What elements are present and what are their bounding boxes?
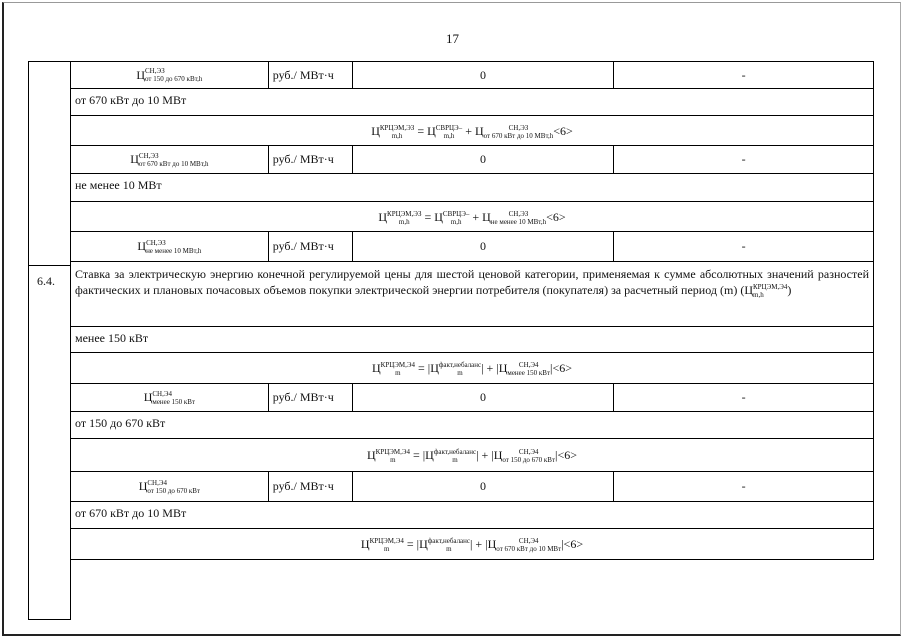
section-description: Ставка за электрическую энергию конечной регулируемой цены для шестой ценовой категории, применяемая к сумме абсолютных значений разностей фактических и плановых почасовых объемов покупки электрической энергии потребителя (покупателя) за расчетный период (m) (Ц КРЦЭМ,Э4 m,h ) [71,262,874,327]
dash-cell: - [741,479,746,493]
table-row [71,232,874,262]
page-number: 17 [446,31,459,46]
table-content [71,61,874,560]
symbol-cell: Ц СН,Э4 от 150 до 670 кВт [71,472,269,501]
units-cell: руб./ МВт·ч [269,472,353,501]
symbol-cell: Ц СН,Э4 менее 150 кВт [71,384,269,411]
units-cell: руб./ МВт·ч [269,146,353,173]
value-cell: 0 [353,384,615,411]
dash-cell: - [741,239,746,253]
range-label: от 670 кВт до 10 МВт [71,89,874,116]
units-cell: руб./ МВт·ч [269,232,353,261]
symbol-cell: Ц СН,ЭЗ от 150 до 670 кВт,h [71,62,269,88]
dash-cell: - [741,152,746,166]
formula-row: Ц КРЦЭМ,Э4 m = |Ц факт,небаланс m | + |Ц СН,Э4 от 150 до 670 кВт |<6> [71,439,874,472]
dash-cell: - [741,67,746,82]
table-row [71,472,874,502]
section-number: 6.4. [37,274,55,288]
table-row [71,61,874,89]
dash-cell: - [741,390,746,404]
range-label: не менее 10 МВт [71,174,874,202]
value-cell: 0 [353,232,615,261]
range-label: от 150 до 670 кВт [71,412,874,439]
units-cell: руб./ МВт·ч [269,384,353,411]
formula-row: Ц КРЦЭМ,Э4 m = |Ц факт,небаланс m | + |Ц СН,Э4 от 670 кВт до 10 МВт |<6> [71,529,874,560]
table-row [71,146,874,174]
formula-row: Ц КРЦЭМ,ЭЗ m,h = Ц СВРЦЭ– m,h + Ц СН,ЭЗ от 670 кВт до 10 МВт,h <6> [71,116,874,146]
number-column-top [28,61,71,266]
value-cell: 0 [353,146,615,173]
formula-row: Ц КРЦЭМ,ЭЗ m,h = Ц СВРЦЭ– m,h + Ц СН,ЭЗ не менее 10 МВт,h <6> [71,202,874,232]
symbol-cell: Ц СН,ЭЗ не менее 10 МВт,h [71,232,269,261]
range-label: менее 150 кВт [71,327,874,353]
number-column-bottom [28,266,71,620]
table-row [71,384,874,412]
symbol-cell: Ц СН,ЭЗ от 670 кВт до 10 МВт,h [71,146,269,173]
formula-row: Ц КРЦЭМ,Э4 m = |Ц факт,небаланс m | + |Ц СН,Э4 менее 150 кВт |<6> [71,353,874,384]
units-cell: руб./ МВт·ч [269,62,353,88]
range-label: от 670 кВт до 10 МВт [71,502,874,529]
value-cell: 0 [353,472,615,501]
value-cell: 0 [353,62,615,88]
